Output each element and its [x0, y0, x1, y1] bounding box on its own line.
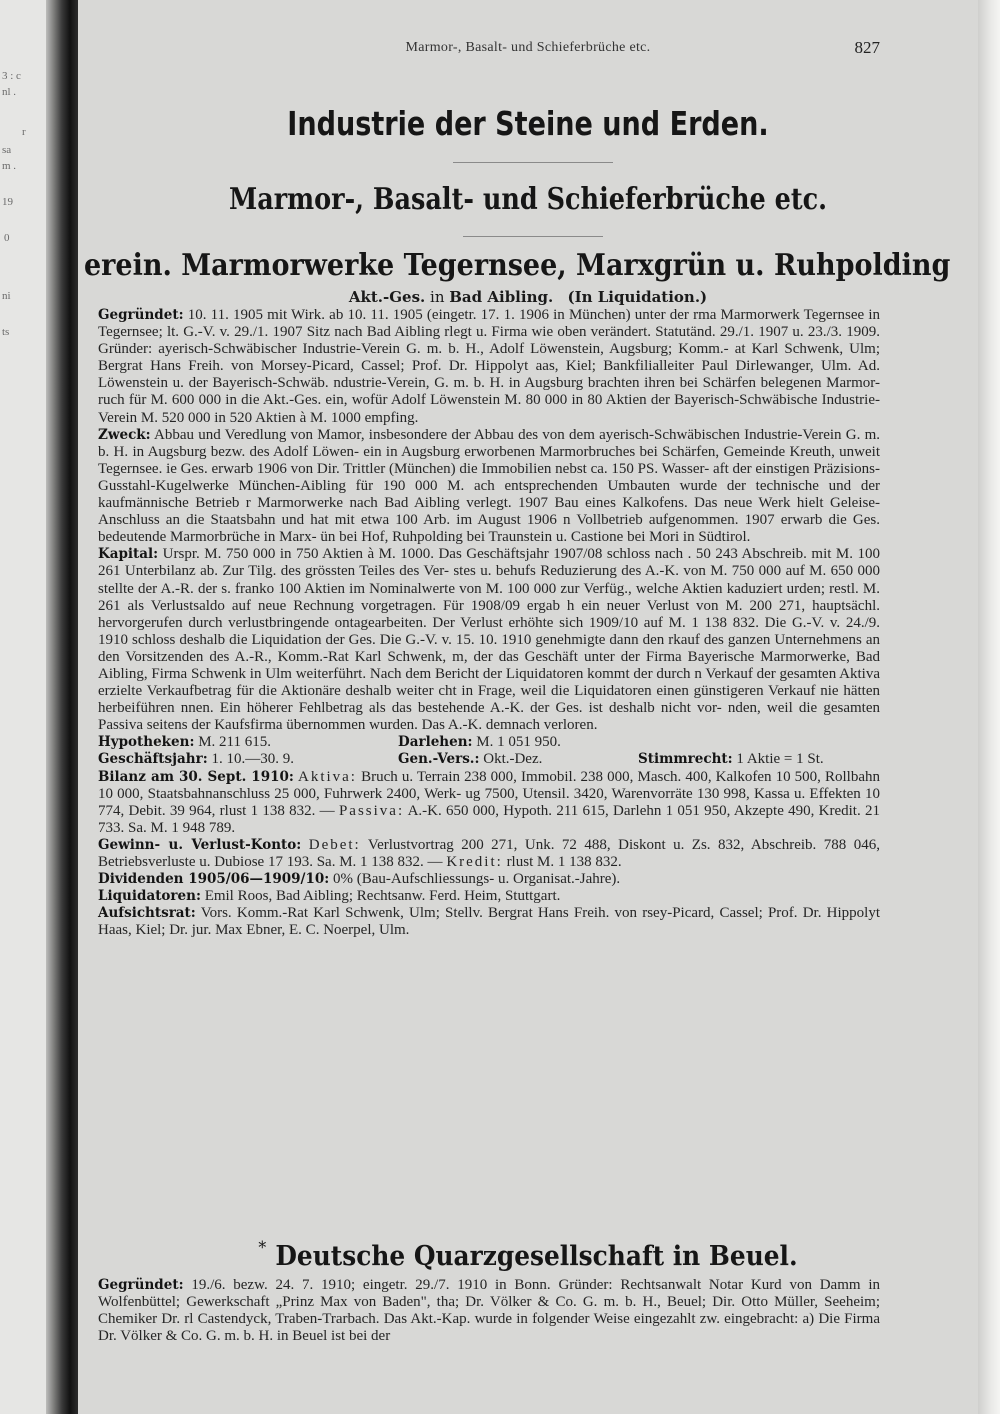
assets-label: Aktiva: [297, 768, 357, 785]
dividends-text: 0% (Bau-Aufschliessungs- u. Organisat.-Jahre). [329, 871, 621, 888]
capital-paragraph [98, 546, 880, 734]
subsection-title: Marmor-, Basalt- und Schieferbrüche etc. [228, 182, 828, 217]
page-edge [978, 0, 1000, 1414]
gutter-fragment: 19 [2, 196, 13, 208]
gutter-fragment: ts [2, 326, 10, 338]
liabilities-label: Passiva: [338, 802, 405, 819]
mortgage-loan-row [98, 734, 880, 751]
liquidators-label: Liquidatoren: [98, 888, 201, 905]
gutter-fragment: 0 [4, 232, 10, 244]
dividends-label: Dividenden 1905/06—1909/10: [98, 871, 330, 888]
assets-text: Bruch u. Terrain 238 000, Immobil. 238 000, Masch. 400, Kalkofen 10 500, Rollbahn 10 000, Staatsbahnanschluss 25 000, Fuhrwerk 2400, Werk- ug 7500, Utensil. 3420, Warenvorräte 130 998, Kassa u. Effekten 10 774, Debit. 39 964, rlust 1 138 832. — [98, 768, 881, 819]
fiscal-year-label: Geschäftsjahr: [98, 751, 208, 768]
gutter-fragment: 3 : c [2, 70, 21, 82]
company-entry-2-body [98, 1277, 880, 1345]
fiscal-year-value: 1. 10.—30. 9. [207, 751, 294, 768]
profit-loss-paragraph [98, 837, 880, 871]
balance-label: Bilanz am 30. Sept. 1910: [98, 768, 294, 785]
debit-label: Debet: [308, 836, 361, 853]
founded-paragraph [98, 307, 880, 427]
gutter-fragment: ni [2, 290, 11, 302]
company-title: erein. Marmorwerke Tegernsee, Marxgrün u. Ruhpolding [84, 248, 951, 283]
founded-paragraph-2 [98, 1277, 880, 1345]
gutter-fragment: nl . [2, 86, 17, 98]
purpose-text: Abbau und Veredlung von Mamor, insbesondere der Abbau des von dem ayerisch-Schwäbischen Industrie-Verein G. m. b. H. in Augsburg bezw. des Adolf Löwen- ein in Augsburg erworbenen Marmorbruches bei Schärfen, Gemeinde Kreuth, unweit Tegernsee. ie Ges. erwarb 1906 von Dir. Trittler (München) die Immobilien nebst ca. 150 PS. Wasser- aft der einstigen Präzisions-Gusstahl-Kugelwerke München-Aibling für 190 000 M. ach entsprechenden Umbauten wurde der technische und der kaufmännische Betrieb r Marmorwerke nach Bad Aibling verlegt. 1907 Bau eines Kalkofens. Das neue Werk hielt Geleise-Anschluss an die Staatsbahn und hat mit etwa 100 Arb. im August 1906 n Vollbetrieb aufgenommen. 1907 erwarb die Ges. bedeutende Marmorbrüche in Marx- ün bei Hof, Ruhpolding bei Traunstein u. Castione bei Mori in Südtirol. [98, 426, 880, 546]
balance-paragraph [98, 769, 880, 837]
running-header [78, 40, 978, 60]
loan-label: Darlehen: [398, 734, 473, 751]
mortgage-label: Hypotheken: [98, 734, 195, 751]
supervisory-board-label: Aufsichtsrat: [98, 905, 196, 922]
liquidators-paragraph [98, 888, 880, 905]
founded-text: 10. 11. 1905 mit Wirk. ab 10. 11. 1905 (eingetr. 17. 1. 1906 in München) unter der rma Marmorwerk Tegernsee in Tegernsee; lt. G.-V. v. 29./1. 1907 Sitz nach Bad Aibling rlegt u. Firma wie oben verändert. Statutänd. 29./1. 1907 u. 23./3. 1909. Gründer: ayerisch-Schwäbischer Industrie-Verein G. m. b. H., Adolf Löwenstein, Augsburg; Komm.- at Karl Schwenk, Ulm; Bergrat Hans Freih. von Morsey-Picard, Cassel; Prof. Dr. Hippolyt aas, Kiel; Bankfilialleiter Paul Dirlewanger, Ulm. Ad. Löwenstein u. der Bayerisch-Schwäb. ndustrie-Verein, G. m. b. H. in Augsburg brachten ihren bei Schärfen belegenen Marmor- ruch für M. 600 000 in die Akt.-Ges. ein, wofür Adolf Löwenstein M. 80 000 in 80 Aktien der Bayerisch-Schwäbische Industrie-Verein M. 520 000 in 520 Aktien à M. 1000 empfing. [98, 307, 880, 426]
asterisk-mark: * [258, 1238, 267, 1258]
section-divider [453, 162, 613, 163]
profit-loss-label: Gewinn- u. Verlust-Konto: [98, 836, 302, 853]
company-status: (In Liquidation.) [567, 288, 708, 306]
voting-right-value: 1 Aktie = 1 St. [732, 751, 824, 768]
capital-label: Kapital: [98, 546, 159, 563]
voting-right-label: Stimmrecht: [638, 751, 733, 768]
dividends-paragraph [98, 871, 880, 888]
liquidators-text: Emil Roos, Bad Aibling; Rechtsanw. Ferd. Heim, Stuttgart. [200, 888, 561, 905]
purpose-label: Zweck: [98, 426, 151, 443]
general-meeting-label: Gen.-Vers.: [398, 751, 480, 768]
company-title-2-text: Deutsche Quarzgesellschaft in Beuel. [275, 1241, 798, 1272]
section-title: Industrie der Steine und Erden. [287, 104, 769, 143]
company-entry-body [98, 307, 880, 939]
gutter-shadow [46, 0, 78, 1414]
credit-label: Kredit: [446, 854, 503, 870]
supervisory-board-paragraph [98, 905, 880, 939]
company-subtitle [78, 288, 978, 306]
capital-text: Urspr. M. 750 000 in 750 Aktien à M. 1000. Das Geschäftsjahr 1907/08 schloss nach . 50 243 Abschreib. mit M. 100 261 Unterbilanz ab. Zur Tilg. des grössten Teiles des Ver- stes u. behufs Reduzierung des A.-K. von M. 750 000 auf M. 650 000 stellte der A.-R. der s. franko 100 Aktien im Nominalwerte von M. 100 000 zur Verfüg., welche Aktien kaduziert urden; restl. M. 261 als Verlustsaldo auf neue Rechnung vorgetragen. Für 1908/09 ergab h ein neuer Verlust von M. 200 271, hauptsächl. hervorgerufen durch verlustbringende ontagearbeiten. Der Verlust erhöhte sich 1909/10 auf M. 1 138 832. Die G.-V. v. 24./9. 1910 schloss deshalb die Liquidation der Ges. Die G.-V. v. 15. 10. 1910 genehmigte dann den rkauf des ganzen Unternehmens an den Vorsitzenden des A.-R., Komm.-Rat Karl Schwenk, m, der das Geschäft unter der Firma Bayerische Marmorwerke, Bad Aibling, Firma Schwenk in Ulm weiterführt. Nach dem Bericht der Liquidatoren kommt der durch n Verkauf der gesamten Aktiva erzielte Verkaufbetrag für die Aktionäre deshalb weiter cht in Frage, weil die Liquidatoren einen günstigeren Verkauf nie hätten herbeiführen nnen. Ein höherer Fehlbetrag als das bestehende A.-K. der Ges. ist deshalb nicht vor- nden, weil die gesamten Passiva seitens der Kaufsfirma übernommen wurden. Das A.-K. demnach verloren. [98, 546, 880, 734]
company-subtitle-in: in [425, 288, 450, 306]
fiscal-row [98, 751, 880, 768]
company-legal-form: Akt.-Ges. [348, 288, 426, 306]
company-seat: Bad Aibling. [449, 288, 554, 306]
book-gutter [0, 0, 78, 1414]
document-page [78, 0, 978, 1414]
gutter-fragment: m . [2, 160, 17, 172]
purpose-paragraph [98, 427, 880, 547]
founded-text-2: 19./6. bezw. 24. 7. 1910; eingetr. 29./7. 1910 in Bonn. Gründer: Rechtsanwalt Notar Kurd von Damm in Wolfenbüttel; Gewerkschaft „Prinz Max von Baden", tha; Dr. Völker & Co. G. m. b. H., Beuel; Dir. Otto Müller, Seeheim; Chemiker Dr. rl Castendyck, Traben-Trarbach. Das Akt.-Kap. wurde in folgender Weise eingezahlt zw. eingebracht: a) Die Firma Dr. Völker & Co. G. m. b. H. in Beuel ist bei der [98, 1277, 880, 1345]
debit-text: Verlustvortrag 200 271, Unk. 72 488, Diskont u. Zs. 832, Abschreib. 788 046, Betriebsverluste u. Dubiose 17 193. Sa. M. 1 138 832. — [98, 836, 880, 870]
running-title: Marmor-, Basalt- und Schieferbrüche etc. [405, 40, 651, 55]
subsection-divider [463, 236, 603, 237]
liabilities-text: A.-K. 650 000, Hypoth. 211 615, Darlehn 1 051 950, Akzepte 490, Kredit. 21 733. Sa. M. 1 948 789. [98, 802, 880, 836]
founded-label-2: Gegründet: [98, 1277, 184, 1293]
gutter-fragment: sa [2, 144, 12, 156]
page-number: 827 [854, 38, 880, 57]
company-title-2 [114, 1238, 942, 1272]
loan-value: M. 1 051 950. [472, 734, 561, 751]
gutter-fragment: r [22, 126, 26, 138]
general-meeting-value: Okt.-Dez. [479, 751, 543, 768]
founded-label: Gegründet: [98, 307, 184, 323]
credit-text: rlust M. 1 138 832. [502, 854, 622, 870]
mortgage-value: M. 211 615. [194, 734, 271, 751]
supervisory-board-text: Vors. Komm.-Rat Karl Schwenk, Ulm; Stellv. Bergrat Hans Freih. von rsey-Picard, Cassel; Prof. Dr. Hippolyt Haas, Kiel; Dr. jur. Max Ebner, E. C. Noerpel, Ulm. [98, 905, 880, 939]
